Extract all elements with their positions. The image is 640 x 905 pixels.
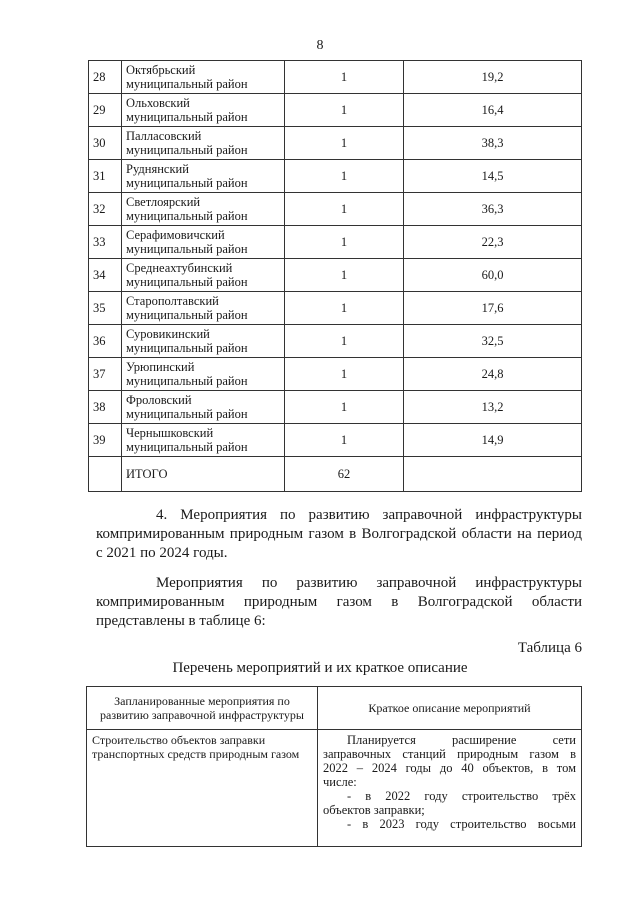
district-name-line-2: муниципальный район	[126, 242, 248, 256]
district-value: 24,8	[404, 358, 582, 391]
events-header-left: Запланированные мероприятия по развитию заправочной инфраструктуры	[87, 687, 318, 730]
district-value: 14,9	[404, 424, 582, 457]
district-value: 17,6	[404, 292, 582, 325]
district-num: 39	[89, 424, 122, 457]
district-value: 14,5	[404, 160, 582, 193]
district-name-line-2: муниципальный район	[126, 176, 248, 190]
district-name-line-2: муниципальный район	[126, 407, 248, 421]
district-num: 33	[89, 226, 122, 259]
total-count: 62	[285, 457, 404, 492]
district-name-line-1: Серафимовичский	[126, 228, 225, 242]
intro-line-2: компримированным природным газом в Волгоградской области	[96, 594, 582, 610]
events-desc-line: числе:	[323, 775, 357, 789]
district-name-line-2: муниципальный район	[126, 275, 248, 289]
district-num: 37	[89, 358, 122, 391]
events-table	[86, 686, 582, 847]
district-num: 29	[89, 94, 122, 127]
district-count: 1	[285, 94, 404, 127]
intro-line-3: представлены в таблице 6:	[96, 613, 266, 629]
district-name	[122, 226, 285, 259]
district-num: 31	[89, 160, 122, 193]
district-num: 35	[89, 292, 122, 325]
events-desc-line: заправочных станций природным газом в	[323, 747, 576, 761]
district-count: 1	[285, 391, 404, 424]
district-name	[122, 193, 285, 226]
section-4-line-2: компримированным природным газом в Волгоградской области на период	[96, 526, 582, 542]
district-name	[122, 127, 285, 160]
district-name	[122, 358, 285, 391]
district-name-line-2: муниципальный район	[126, 341, 248, 355]
district-value: 38,3	[404, 127, 582, 160]
events-desc-line: объектов заправки;	[323, 803, 425, 817]
district-name-line-1: Руднянский	[126, 162, 189, 176]
district-name-line-2: муниципальный район	[126, 440, 248, 454]
district-value: 13,2	[404, 391, 582, 424]
district-count: 1	[285, 325, 404, 358]
district-value: 22,3	[404, 226, 582, 259]
district-num: 30	[89, 127, 122, 160]
district-row	[89, 391, 582, 424]
table-caption: Перечень мероприятий и их краткое описание	[172, 660, 468, 676]
total-num-cell	[89, 457, 122, 492]
intro-paragraph	[96, 574, 582, 631]
district-row	[89, 259, 582, 292]
district-value: 36,3	[404, 193, 582, 226]
events-desc-line: - в 2023 году строительство восьми	[347, 817, 576, 831]
district-row	[89, 424, 582, 457]
page-number: 8	[316, 38, 324, 53]
district-count: 1	[285, 424, 404, 457]
events-header-right: Краткое описание мероприятий	[318, 687, 582, 730]
district-name	[122, 391, 285, 424]
district-name-line-2: муниципальный район	[126, 143, 248, 157]
district-num: 32	[89, 193, 122, 226]
district-name	[122, 94, 285, 127]
district-name	[122, 292, 285, 325]
district-name-line-2: муниципальный район	[126, 374, 248, 388]
district-row	[89, 160, 582, 193]
district-num: 36	[89, 325, 122, 358]
district-row	[89, 61, 582, 94]
district-name-line-1: Чернышковский	[126, 426, 214, 440]
district-row	[89, 193, 582, 226]
district-name-line-1: Палласовский	[126, 129, 202, 143]
district-count: 1	[285, 193, 404, 226]
districts-table	[88, 60, 582, 492]
events-header-row	[87, 687, 582, 730]
district-value: 32,5	[404, 325, 582, 358]
district-name-line-2: муниципальный район	[126, 110, 248, 124]
district-name-line-1: Старополтавский	[126, 294, 219, 308]
district-name-line-2: муниципальный район	[126, 308, 248, 322]
district-count: 1	[285, 160, 404, 193]
events-desc-line: Планируется расширение сети	[347, 733, 576, 747]
district-num: 28	[89, 61, 122, 94]
district-num: 38	[89, 391, 122, 424]
district-count: 1	[285, 259, 404, 292]
district-count: 1	[285, 292, 404, 325]
district-row	[89, 292, 582, 325]
district-row	[89, 94, 582, 127]
events-row-right	[318, 730, 582, 847]
table-label: Таблица 6	[517, 640, 582, 656]
district-name-line-1: Среднеахтубинский	[126, 261, 233, 275]
district-row	[89, 226, 582, 259]
events-row	[87, 730, 582, 847]
district-value: 16,4	[404, 94, 582, 127]
district-name	[122, 160, 285, 193]
district-name-line-1: Светлоярский	[126, 195, 201, 209]
district-row	[89, 325, 582, 358]
total-row	[89, 457, 582, 492]
district-count: 1	[285, 61, 404, 94]
events-desc-line: 2022 – 2024 годы до 40 объектов, в том	[323, 761, 576, 775]
district-value: 60,0	[404, 259, 582, 292]
district-name-line-1: Суровикинский	[126, 327, 210, 341]
district-row	[89, 127, 582, 160]
total-label: ИТОГО	[122, 457, 285, 492]
section-4-line-3: с 2021 по 2024 годы.	[96, 545, 228, 561]
section-4-heading	[96, 506, 582, 563]
intro-line-1: Мероприятия по развитию заправочной инфраструктуры	[156, 575, 582, 591]
district-name	[122, 259, 285, 292]
events-row-left: Строительство объектов заправки транспортных средств природным газом	[87, 730, 318, 847]
section-4-line-1: 4. Мероприятия по развитию заправочной инфраструктуры	[156, 507, 582, 523]
district-name	[122, 424, 285, 457]
total-value-cell	[404, 457, 582, 492]
district-count: 1	[285, 127, 404, 160]
events-desc-line: - в 2022 году строительство трёх	[347, 789, 576, 803]
district-num: 34	[89, 259, 122, 292]
district-name-line-1: Октябрьский	[126, 63, 196, 77]
district-count: 1	[285, 358, 404, 391]
district-name-line-1: Фроловский	[126, 393, 192, 407]
district-name-line-1: Ольховский	[126, 96, 190, 110]
district-name	[122, 61, 285, 94]
district-value: 19,2	[404, 61, 582, 94]
district-name-line-2: муниципальный район	[126, 77, 248, 91]
district-name-line-2: муниципальный район	[126, 209, 248, 223]
district-name	[122, 325, 285, 358]
district-count: 1	[285, 226, 404, 259]
district-name-line-1: Урюпинский	[126, 360, 195, 374]
district-row	[89, 358, 582, 391]
